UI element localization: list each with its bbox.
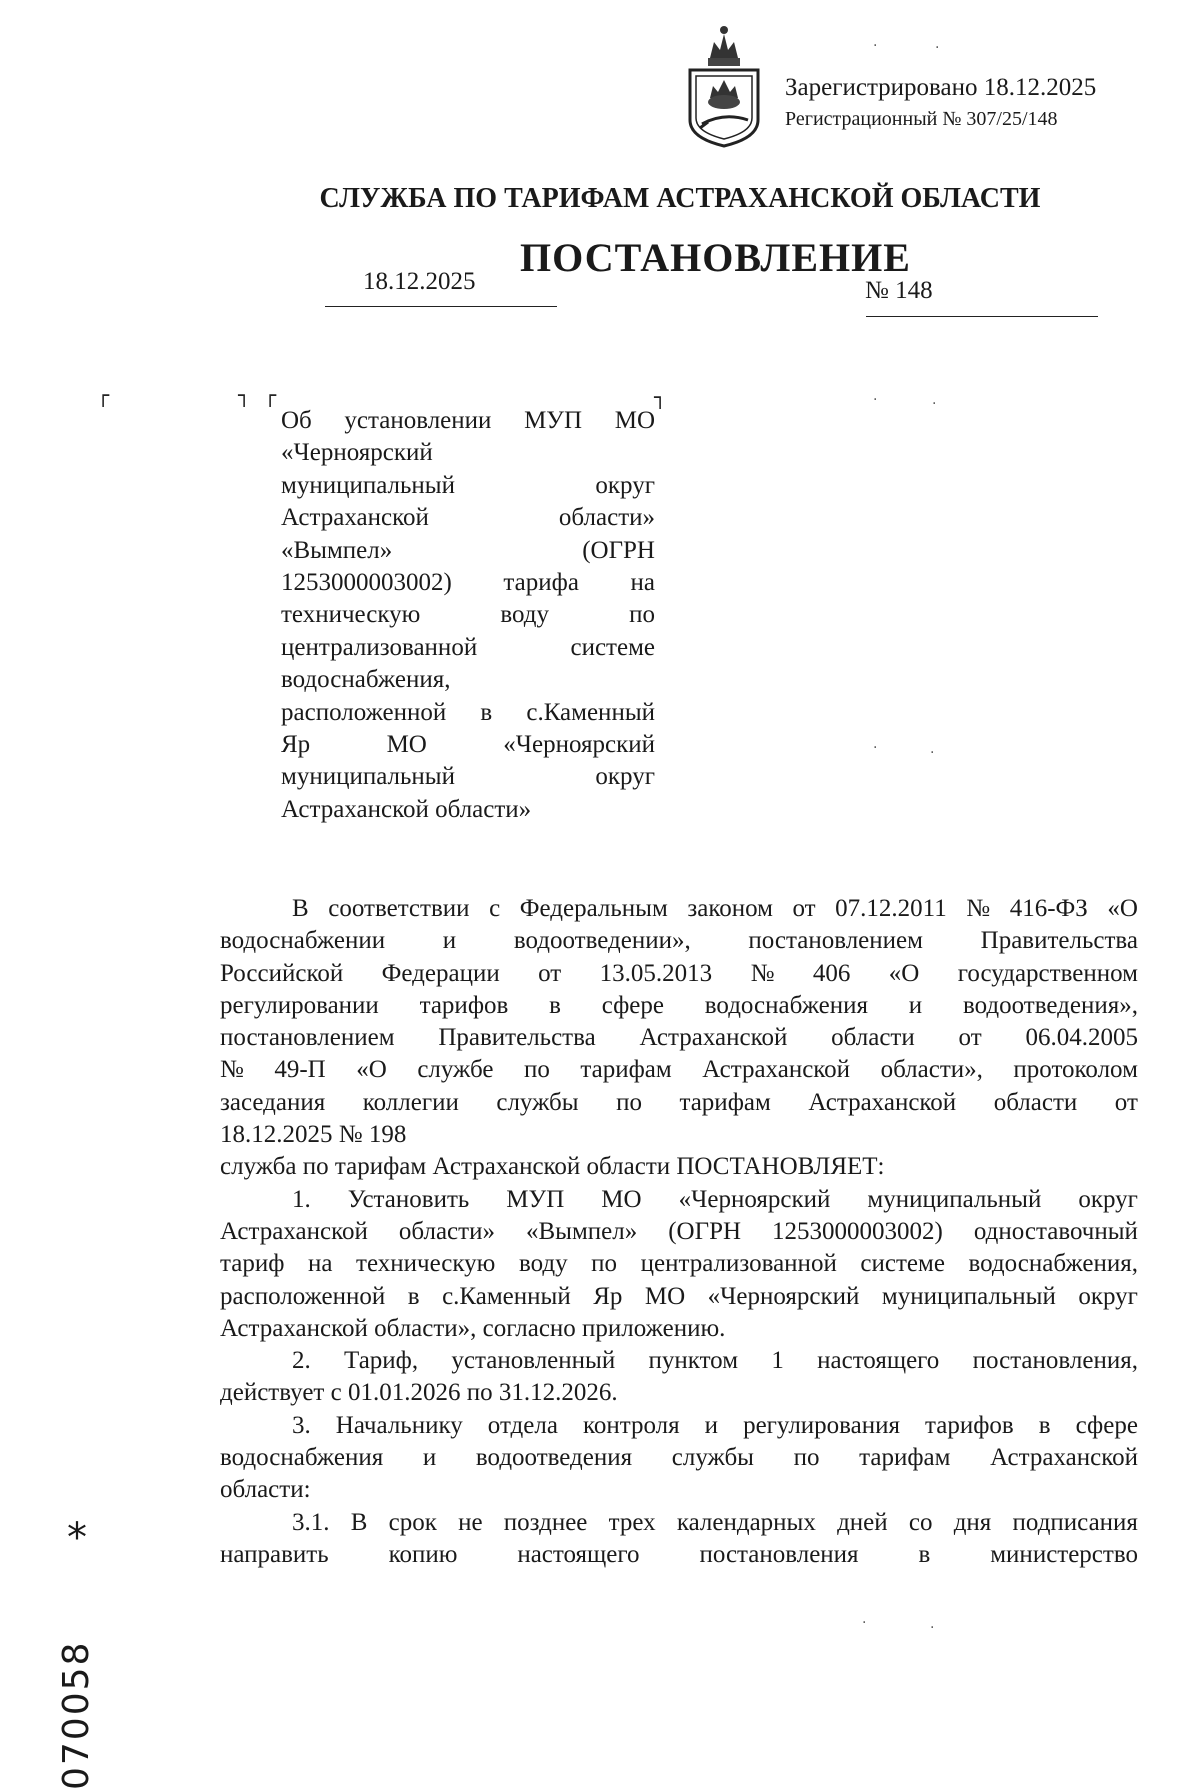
word: на — [307, 1250, 333, 1278]
body-line — [220, 1539, 1138, 1571]
body-line — [220, 1022, 1138, 1054]
word: в — [918, 1540, 931, 1568]
word: воду — [518, 1250, 568, 1278]
word: В — [292, 895, 309, 922]
title-bracket-left: ┌ — [264, 383, 277, 407]
word: отдела — [487, 1411, 558, 1439]
word: Астраханской — [702, 1056, 851, 1084]
margin-stamp — [56, 1610, 106, 1790]
word: «Черноярский — [678, 1185, 831, 1213]
word: протоколом — [1013, 1056, 1138, 1084]
document-date: 18.12.2025 — [363, 268, 476, 295]
date-underline — [325, 306, 557, 307]
coat-of-arms-icon — [680, 20, 768, 150]
resolution-title — [281, 405, 655, 826]
word: муниципальный — [867, 1185, 1042, 1213]
word: техническую — [356, 1250, 496, 1278]
word: настоящего — [817, 1347, 940, 1375]
word: от — [958, 1024, 982, 1052]
word: по — [591, 1250, 618, 1278]
word: в — [549, 991, 561, 1019]
word: 406 — [812, 959, 851, 987]
word: с — [489, 895, 501, 922]
word: 13.05.2013 — [599, 959, 713, 987]
body-line — [220, 1248, 1138, 1280]
scan-speck: · — [862, 1615, 867, 1631]
word: копию — [388, 1540, 458, 1568]
word: Федеральным — [519, 895, 668, 922]
word: МУП — [506, 1185, 565, 1213]
word: тарифов — [419, 991, 509, 1019]
word: соответствии — [328, 895, 470, 922]
body-line — [220, 1345, 1138, 1377]
word: постановлением — [220, 1024, 395, 1052]
word: тариф — [220, 1250, 285, 1278]
title-line: муниципальный округ — [281, 471, 655, 499]
bracket-top-right: ┐ — [238, 383, 251, 407]
word: водоснабжении — [220, 927, 386, 955]
word: сфере — [1075, 1411, 1138, 1439]
title-line: Астраханской области» — [281, 795, 532, 823]
body-line: области: — [220, 1476, 311, 1504]
word: постановлением — [748, 927, 923, 955]
word: коллегии — [362, 1088, 459, 1116]
word: округ — [1078, 1185, 1138, 1213]
word: «Вымпел» — [525, 1217, 638, 1245]
body-line — [220, 1054, 1138, 1086]
body-line — [220, 1184, 1138, 1216]
word: Установить — [347, 1185, 470, 1213]
registration-date: Зарегистрировано 18.12.2025 — [785, 74, 1097, 101]
word: расположенной — [220, 1282, 386, 1310]
word: установленный — [451, 1347, 616, 1375]
word: 3. — [292, 1411, 311, 1439]
word: заседания — [220, 1088, 326, 1116]
word: «О — [356, 1056, 387, 1084]
word: 07.12.2011 — [835, 895, 947, 922]
word: дня — [953, 1508, 992, 1536]
word: с.Каменный — [442, 1282, 571, 1310]
word: МО — [601, 1185, 642, 1213]
word: подписания — [1012, 1508, 1138, 1536]
word: Правительства — [980, 927, 1138, 955]
word: области», — [880, 1056, 983, 1084]
word: направить — [220, 1540, 329, 1568]
word: дней — [837, 1508, 888, 1536]
word: «О — [1107, 895, 1138, 922]
word: и — [908, 991, 923, 1019]
word: сфере — [601, 991, 664, 1019]
title-bracket-right: ┐ — [654, 385, 667, 409]
word: № — [750, 959, 775, 987]
word: тарифам — [679, 1088, 771, 1116]
word: от — [792, 895, 816, 922]
word: трех — [608, 1508, 656, 1536]
title-line: муниципальный округ — [281, 763, 655, 791]
word: и — [442, 927, 457, 955]
word: (ОГРН — [668, 1217, 742, 1245]
word: водоотведении», — [513, 927, 691, 955]
registration-number: Регистрационный № 307/25/148 — [785, 108, 1058, 130]
word: 06.04.2005 — [1025, 1024, 1138, 1052]
word: округ — [1078, 1282, 1138, 1310]
number-underline — [866, 316, 1098, 317]
word: тарифам — [859, 1444, 951, 1472]
word: водоснабжения, — [968, 1250, 1138, 1278]
body-line: действует с 01.01.2026 по 31.12.2026. — [220, 1379, 618, 1407]
word: водоотведения», — [962, 991, 1138, 1019]
word: регулирования — [743, 1411, 900, 1439]
word: системе — [860, 1250, 945, 1278]
body-line — [220, 1410, 1138, 1442]
word: от — [538, 959, 562, 987]
body-line — [220, 893, 1138, 925]
word: и — [422, 1444, 437, 1472]
word: Астраханской — [990, 1444, 1138, 1472]
word: водоснабжения — [220, 1444, 384, 1472]
body-line: 18.12.2025 № 198 — [220, 1121, 407, 1149]
word: пунктом — [648, 1347, 739, 1375]
scan-speck: · — [930, 1620, 935, 1636]
body-line — [220, 1216, 1138, 1248]
word: законом — [687, 895, 773, 922]
word: 1253000003002) — [772, 1217, 943, 1245]
word: тарифам — [580, 1056, 672, 1084]
word: муниципальный — [881, 1282, 1056, 1310]
word: Астраханской — [808, 1088, 957, 1116]
body-line — [220, 1442, 1138, 1474]
body-line — [220, 1087, 1138, 1119]
document-type: ПОСТАНОВЛЕНИЕ — [520, 235, 911, 280]
word: Астраханской — [639, 1024, 788, 1052]
word: в — [407, 1282, 420, 1310]
word: Астраханской — [220, 1217, 368, 1245]
word: срок — [388, 1508, 437, 1536]
margin-asterisk: * — [67, 1515, 87, 1561]
word: государственном — [957, 959, 1138, 987]
word: одноставочный — [973, 1217, 1138, 1245]
word: 49-П — [274, 1056, 326, 1084]
word: не — [458, 1508, 483, 1536]
title-line: Яр МО «Черноярский — [281, 730, 655, 758]
word: министерство — [990, 1540, 1138, 1568]
body-line: Астраханской области», согласно приложению. — [220, 1314, 726, 1342]
word: позднее — [503, 1508, 588, 1536]
word: «О — [888, 959, 920, 987]
word: 2. — [292, 1347, 311, 1375]
scan-speck: · — [930, 745, 935, 761]
word: МО — [644, 1282, 686, 1310]
word: Яр — [593, 1282, 623, 1310]
word: Тариф, — [344, 1347, 419, 1375]
word: области» — [398, 1217, 495, 1245]
word: водоснабжения — [704, 991, 869, 1019]
title-line: водоснабжения, — [281, 666, 451, 694]
word: и — [704, 1411, 719, 1439]
word: области — [993, 1088, 1078, 1116]
title-line: расположенной в с.Каменный — [281, 698, 655, 726]
word: В — [350, 1508, 368, 1536]
word: № — [966, 895, 991, 922]
word: «Черноярский — [707, 1282, 860, 1310]
word: № — [220, 1056, 244, 1084]
word: Правительства — [438, 1024, 596, 1052]
word: по — [616, 1088, 642, 1116]
word: Начальнику — [335, 1411, 463, 1439]
word: 1. — [292, 1185, 311, 1213]
title-line: «Черноярский — [281, 439, 433, 467]
scan-speck: · — [873, 392, 878, 408]
scan-speck: · — [932, 396, 937, 412]
scan-speck: · — [935, 40, 940, 56]
margin-stamp-number: 070058 — [56, 1640, 97, 1790]
word: 3.1. — [292, 1508, 330, 1536]
body-line — [220, 925, 1138, 957]
word: постановления — [699, 1540, 859, 1568]
word: настоящего — [517, 1540, 640, 1568]
scan-speck: · — [873, 740, 878, 756]
scan-speck: · — [873, 38, 878, 54]
word: по — [523, 1056, 550, 1084]
document-number: № 148 — [865, 277, 933, 304]
body-line — [220, 1507, 1138, 1539]
title-line: Астраханской области» — [281, 504, 655, 532]
title-line: техническую воду по — [281, 601, 655, 629]
title-line: централизованной системе — [281, 633, 655, 661]
word: Российской — [220, 959, 344, 987]
word: в — [1038, 1411, 1051, 1439]
title-line: «Вымпел» (ОГРН — [281, 536, 655, 564]
word: календарных — [676, 1508, 816, 1536]
body-line — [220, 1281, 1138, 1313]
word: 1 — [771, 1347, 784, 1375]
word: водоотведения — [475, 1444, 633, 1472]
word: службы — [671, 1444, 754, 1472]
word: от — [1114, 1088, 1138, 1116]
body-line: служба по тарифам Астраханской области ПОСТАНОВЛЯЕТ: — [220, 1153, 885, 1181]
title-line: 1253000003002) тарифа на — [281, 568, 655, 596]
word: по — [793, 1444, 820, 1472]
resolution-body — [220, 893, 1138, 1571]
word: области — [831, 1024, 915, 1052]
word: регулировании — [220, 991, 379, 1019]
word: постановления, — [972, 1347, 1138, 1375]
body-line — [220, 958, 1138, 990]
word: контроля — [582, 1411, 680, 1439]
body-line — [220, 990, 1138, 1022]
word: централизованной — [640, 1250, 837, 1278]
agency-name: СЛУЖБА ПО ТАРИФАМ АСТРАХАНСКОЙ ОБЛАСТИ — [319, 183, 1041, 214]
word: службе — [417, 1056, 494, 1084]
word: 416-ФЗ — [1009, 895, 1088, 922]
bracket-top-left: ┌ — [97, 383, 110, 407]
word: тарифов — [925, 1411, 1014, 1439]
word: службы — [496, 1088, 579, 1116]
word: со — [908, 1508, 933, 1536]
title-line: Об установлении МУП МО — [281, 407, 655, 434]
word: Федерации — [381, 959, 500, 987]
